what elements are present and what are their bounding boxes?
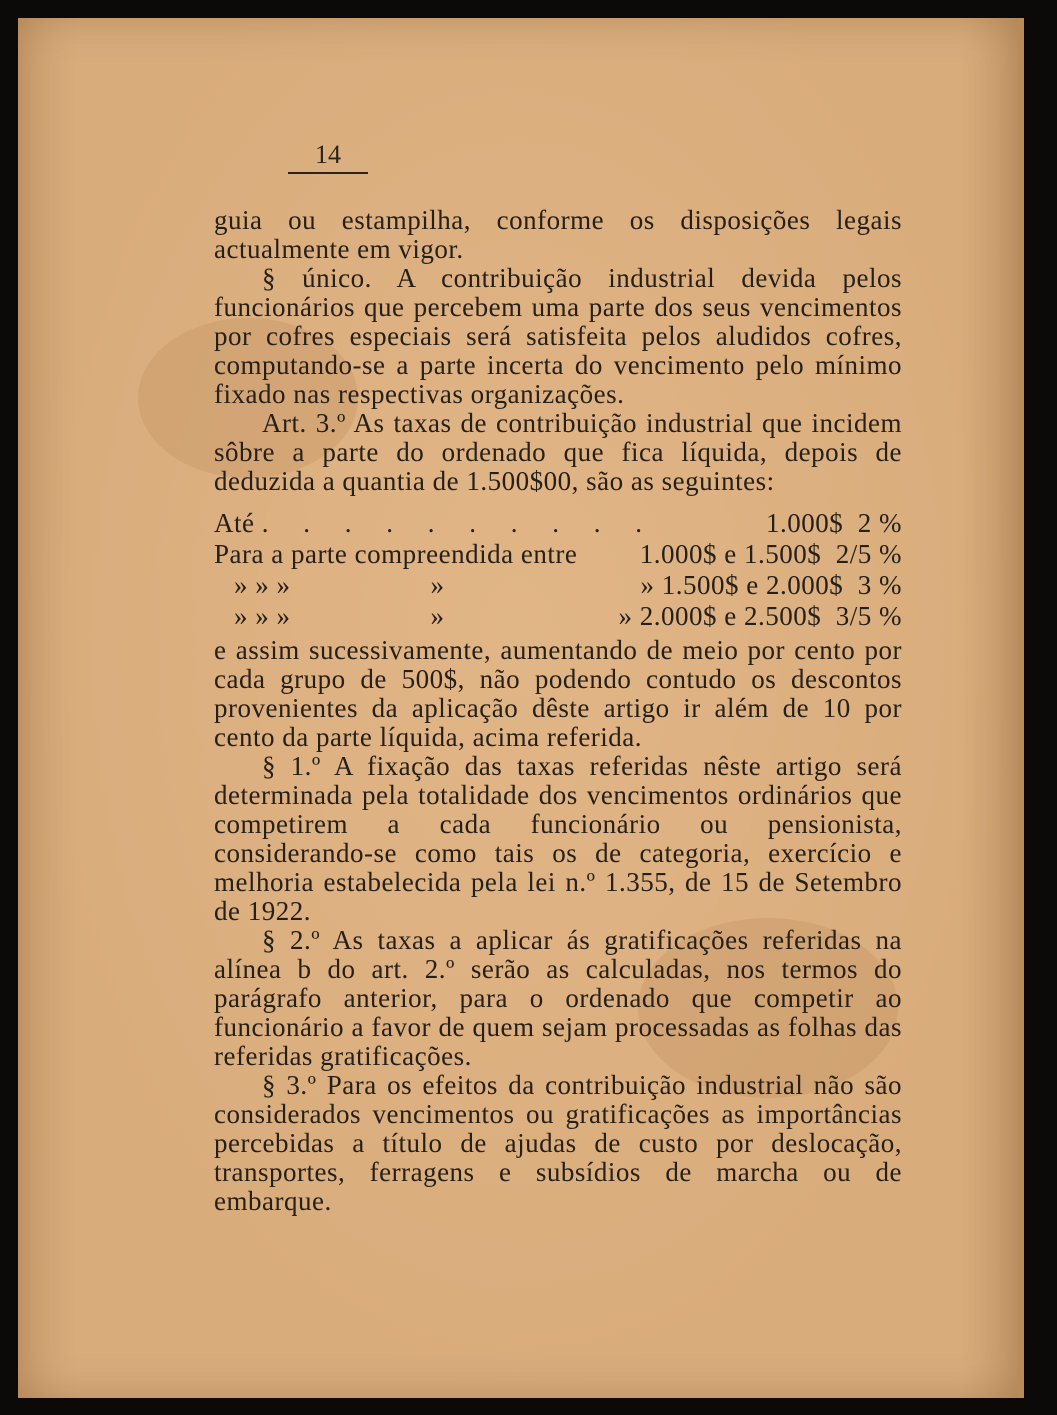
rate-row	[214, 570, 902, 601]
rate-range: » 1.500$ e 2.000$	[640, 570, 844, 600]
rate-ditto: »	[430, 601, 445, 631]
page-number: 14	[288, 140, 368, 174]
rate-row	[214, 601, 902, 632]
rate-table	[214, 508, 902, 632]
rate-range: 1.000$ e 1.500$	[639, 539, 822, 569]
body-text	[214, 206, 902, 1216]
rate-range: » 2.000$ e 2.500$	[618, 601, 822, 631]
paragraph: Art. 3.º As taxas de contribuição industrial que incidem sôbre a parte do ordenado que fica líquida, depois de deduzida a quantia de 1.500$00, são as seguintes:	[214, 408, 902, 496]
rate-row	[214, 539, 902, 570]
rate-value: 3/5 %	[835, 601, 902, 631]
rate-label: Até	[214, 508, 255, 538]
leader-dots: . . . . . . . . . .	[261, 508, 656, 538]
rate-ditto: »	[430, 570, 445, 600]
rate-label: Para a parte compreendida entre	[214, 539, 578, 569]
paragraph: § 1.º A fixação das taxas referidas nêste artigo será determinada pela totalidade dos vencimentos ordinários que competirem a cada funcionário ou pensionista, considerando-se como tais os de categoria, exercício e melhoria estabelecida pela lei n.º 1.355, de 15 de Setembro de 1922.	[214, 751, 902, 926]
rate-row	[214, 508, 902, 539]
paragraph: § único. A contribuição industrial devida pelos funcionários que percebem uma parte dos seus vencimentos por cofres especiais será satisfeita pelos aludidos cofres, computando-se a parte incerta do vencimento pelo mínimo fixado nas respectivas organizações.	[214, 263, 902, 409]
paragraph: guia ou estampilha, conforme os disposições legais actualmente em vigor.	[214, 205, 902, 264]
paragraph: § 2.º As taxas a aplicar ás gratificações referidas na alínea b do art. 2.º serão as calculadas, nos termos do parágrafo anterior, para o ordenado que competir ao funcionário a favor de quem sejam processadas as folhas das referidas gratificações.	[214, 925, 902, 1071]
rate-value: 3 %	[857, 570, 902, 600]
document-page	[18, 18, 1024, 1398]
paragraph: e assim sucessivamente, aumentando de meio por cento por cada grupo de 500$, não podendo contudo os descontos provenientes da aplicação dêste artigo ir além de 10 por cento da parte líquida, acima referida.	[214, 635, 902, 752]
rate-value: 2/5 %	[835, 539, 902, 569]
paragraph: § 3.º Para os efeitos da contribuição industrial não são considerados vencimentos ou gratificações as importâncias percebidas a título de ajudas de custo por deslocação, transportes, ferragens e subsídios de marcha ou de embarque.	[214, 1070, 902, 1216]
rate-value: 2 %	[857, 508, 902, 538]
rate-range: 1.000$	[766, 508, 844, 538]
rate-label: » » »	[234, 601, 291, 631]
rate-label: » » »	[234, 570, 291, 600]
